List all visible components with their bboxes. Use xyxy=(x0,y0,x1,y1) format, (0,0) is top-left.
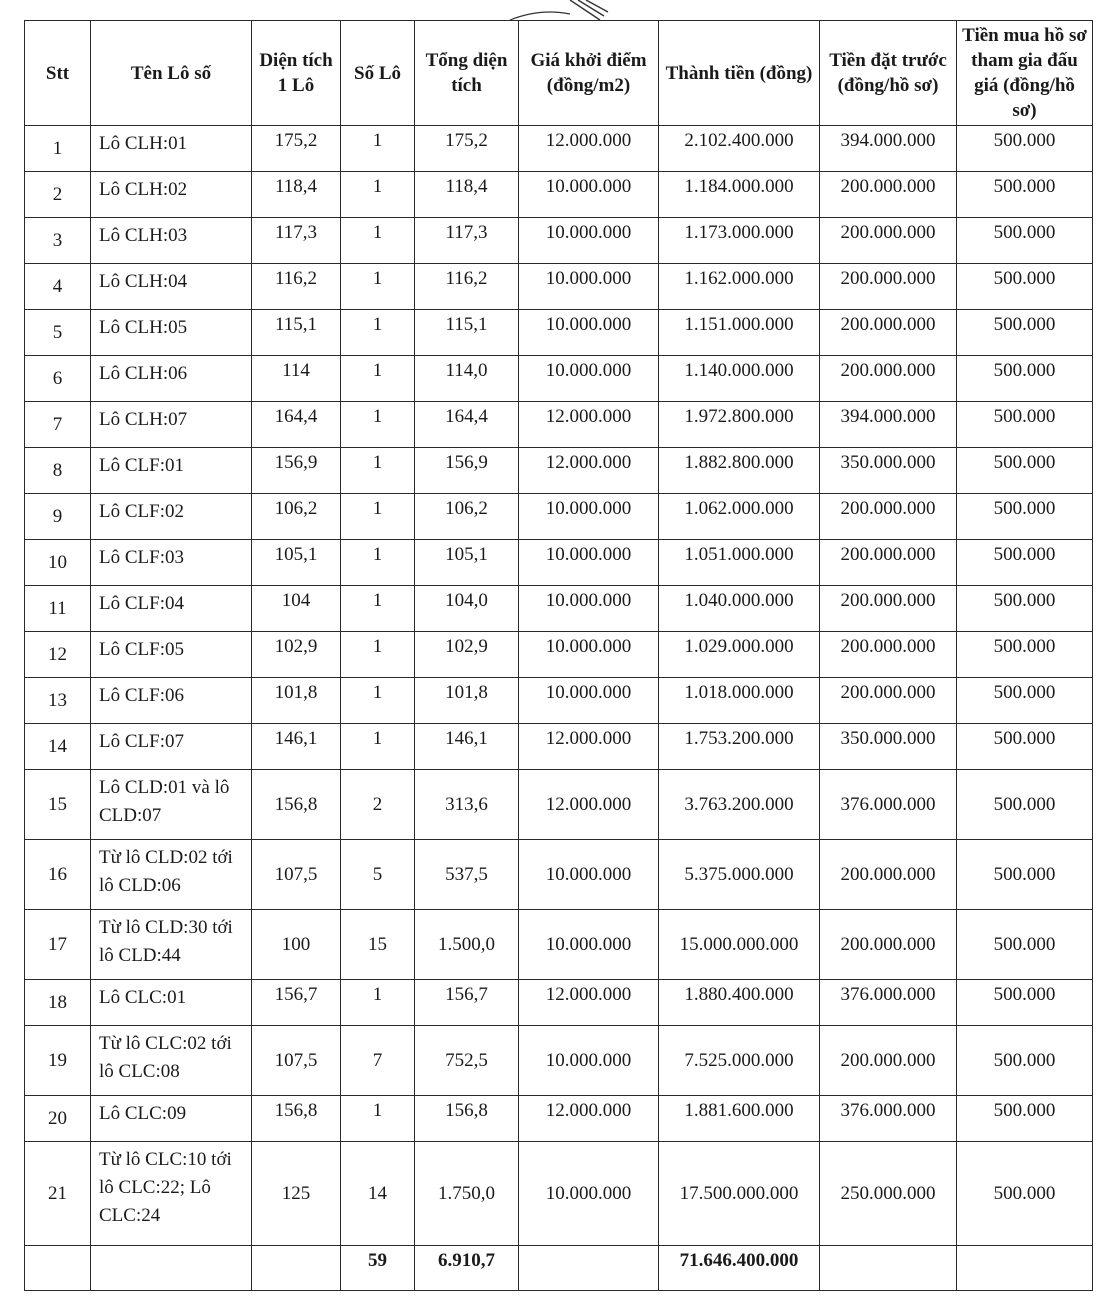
row-lot-count: 1 xyxy=(341,172,415,218)
row-amount: 1.140.000.000 xyxy=(659,356,820,402)
row-lot-count: 1 xyxy=(341,1096,415,1142)
row-deposit: 350.000.000 xyxy=(820,724,957,770)
row-amount: 1.173.000.000 xyxy=(659,218,820,264)
table-row xyxy=(25,540,1093,586)
row-total-area: 106,2 xyxy=(415,494,519,540)
row-amount: 1.882.800.000 xyxy=(659,448,820,494)
row-deposit: 200.000.000 xyxy=(820,678,957,724)
row-start-price: 12.000.000 xyxy=(519,126,659,172)
row-deposit: 200.000.000 xyxy=(820,218,957,264)
row-lot-count: 1 xyxy=(341,356,415,402)
row-lot-area: 104 xyxy=(252,586,341,632)
table-row xyxy=(25,586,1093,632)
row-file-fee: 500.000 xyxy=(957,840,1093,910)
header-stt: Stt xyxy=(25,21,91,126)
row-lot-count: 1 xyxy=(341,632,415,678)
auction-lot-table xyxy=(24,20,1093,1291)
row-start-price: 10.000.000 xyxy=(519,910,659,980)
row-lot-area: 175,2 xyxy=(252,126,341,172)
row-amount: 2.102.400.000 xyxy=(659,126,820,172)
row-file-fee: 500.000 xyxy=(957,980,1093,1026)
table-row xyxy=(25,356,1093,402)
row-deposit: 200.000.000 xyxy=(820,586,957,632)
row-total-area: 115,1 xyxy=(415,310,519,356)
row-lot-count: 5 xyxy=(341,840,415,910)
total-row xyxy=(25,1246,1093,1291)
row-file-fee: 500.000 xyxy=(957,494,1093,540)
row-stt: 12 xyxy=(25,632,91,678)
header-row xyxy=(25,21,1093,126)
row-amount: 1.040.000.000 xyxy=(659,586,820,632)
row-lot-area: 107,5 xyxy=(252,1026,341,1096)
row-file-fee: 500.000 xyxy=(957,264,1093,310)
row-deposit: 394.000.000 xyxy=(820,126,957,172)
row-lot-name: Lô CLH:02 xyxy=(91,172,252,218)
row-file-fee: 500.000 xyxy=(957,678,1093,724)
row-deposit: 376.000.000 xyxy=(820,770,957,840)
row-lot-name: Lô CLF:06 xyxy=(91,678,252,724)
row-deposit: 376.000.000 xyxy=(820,980,957,1026)
row-lot-area: 102,9 xyxy=(252,632,341,678)
row-amount: 1.880.400.000 xyxy=(659,980,820,1026)
row-lot-area: 118,4 xyxy=(252,172,341,218)
total-amount: 71.646.400.000 xyxy=(659,1246,820,1291)
table-row xyxy=(25,264,1093,310)
row-total-area: 164,4 xyxy=(415,402,519,448)
row-stt: 8 xyxy=(25,448,91,494)
row-start-price: 12.000.000 xyxy=(519,402,659,448)
total-area-cell xyxy=(252,1246,341,1291)
stamp-fragment xyxy=(500,0,610,22)
row-deposit: 350.000.000 xyxy=(820,448,957,494)
table-row xyxy=(25,402,1093,448)
table-row xyxy=(25,724,1093,770)
row-lot-area: 116,2 xyxy=(252,264,341,310)
table-body xyxy=(25,126,1093,1246)
header-total-area: Tổng diện tích xyxy=(415,21,519,126)
row-stt: 6 xyxy=(25,356,91,402)
row-lot-area: 106,2 xyxy=(252,494,341,540)
row-deposit: 200.000.000 xyxy=(820,840,957,910)
row-total-area: 313,6 xyxy=(415,770,519,840)
row-amount: 1.753.200.000 xyxy=(659,724,820,770)
row-start-price: 10.000.000 xyxy=(519,356,659,402)
row-total-area: 104,0 xyxy=(415,586,519,632)
row-amount: 1.051.000.000 xyxy=(659,540,820,586)
row-lot-count: 7 xyxy=(341,1026,415,1096)
table-row xyxy=(25,218,1093,264)
row-total-area: 1.750,0 xyxy=(415,1142,519,1246)
row-file-fee: 500.000 xyxy=(957,1096,1093,1142)
row-lot-name: Lô CLF:04 xyxy=(91,586,252,632)
row-lot-count: 1 xyxy=(341,218,415,264)
row-total-area: 175,2 xyxy=(415,126,519,172)
row-total-area: 156,7 xyxy=(415,980,519,1026)
row-lot-area: 115,1 xyxy=(252,310,341,356)
row-stt: 9 xyxy=(25,494,91,540)
row-amount: 3.763.200.000 xyxy=(659,770,820,840)
row-lot-name: Lô CLH:06 xyxy=(91,356,252,402)
row-lot-name: Lô CLH:04 xyxy=(91,264,252,310)
row-total-area: 102,9 xyxy=(415,632,519,678)
row-amount: 1.029.000.000 xyxy=(659,632,820,678)
row-stt: 11 xyxy=(25,586,91,632)
row-lot-name: Lô CLF:01 xyxy=(91,448,252,494)
row-stt: 13 xyxy=(25,678,91,724)
row-lot-name: Từ lô CLD:02 tới lô CLD:06 xyxy=(91,840,252,910)
header-lot-area: Diện tích 1 Lô xyxy=(252,21,341,126)
row-total-area: 116,2 xyxy=(415,264,519,310)
row-lot-area: 114 xyxy=(252,356,341,402)
header-lot-name: Tên Lô số xyxy=(91,21,252,126)
table-row xyxy=(25,632,1093,678)
row-start-price: 12.000.000 xyxy=(519,724,659,770)
header-amount: Thành tiền (đồng) xyxy=(659,21,820,126)
table-row xyxy=(25,840,1093,910)
table-row xyxy=(25,910,1093,980)
row-lot-count: 1 xyxy=(341,448,415,494)
row-lot-count: 1 xyxy=(341,724,415,770)
row-file-fee: 500.000 xyxy=(957,724,1093,770)
row-stt: 16 xyxy=(25,840,91,910)
row-amount: 1.972.800.000 xyxy=(659,402,820,448)
row-lot-area: 125 xyxy=(252,1142,341,1246)
row-lot-area: 107,5 xyxy=(252,840,341,910)
row-lot-name: Từ lô CLC:10 tới lô CLC:22; Lô CLC:24 xyxy=(91,1142,252,1246)
row-deposit: 200.000.000 xyxy=(820,910,957,980)
row-amount: 15.000.000.000 xyxy=(659,910,820,980)
total-stt-cell xyxy=(25,1246,91,1291)
row-lot-count: 1 xyxy=(341,586,415,632)
row-stt: 2 xyxy=(25,172,91,218)
row-total-area: 146,1 xyxy=(415,724,519,770)
total-name-cell xyxy=(91,1246,252,1291)
row-file-fee: 500.000 xyxy=(957,770,1093,840)
row-start-price: 10.000.000 xyxy=(519,310,659,356)
total-count: 59 xyxy=(341,1246,415,1291)
row-lot-name: Lô CLH:03 xyxy=(91,218,252,264)
row-lot-count: 1 xyxy=(341,678,415,724)
table-row xyxy=(25,310,1093,356)
row-deposit: 250.000.000 xyxy=(820,1142,957,1246)
row-lot-name: Lô CLH:01 xyxy=(91,126,252,172)
row-amount: 7.525.000.000 xyxy=(659,1026,820,1096)
row-file-fee: 500.000 xyxy=(957,448,1093,494)
row-lot-count: 2 xyxy=(341,770,415,840)
row-stt: 21 xyxy=(25,1142,91,1246)
header-start-price: Giá khởi điểm (đồng/m2) xyxy=(519,21,659,126)
row-lot-area: 156,9 xyxy=(252,448,341,494)
row-lot-count: 1 xyxy=(341,980,415,1026)
row-start-price: 10.000.000 xyxy=(519,1142,659,1246)
row-lot-area: 156,8 xyxy=(252,770,341,840)
row-lot-name: Từ lô CLC:02 tới lô CLC:08 xyxy=(91,1026,252,1096)
row-lot-name: Lô CLC:01 xyxy=(91,980,252,1026)
row-file-fee: 500.000 xyxy=(957,1026,1093,1096)
row-start-price: 10.000.000 xyxy=(519,1026,659,1096)
table-row xyxy=(25,678,1093,724)
row-lot-count: 1 xyxy=(341,264,415,310)
row-lot-count: 1 xyxy=(341,310,415,356)
row-file-fee: 500.000 xyxy=(957,632,1093,678)
table-row xyxy=(25,494,1093,540)
row-deposit: 200.000.000 xyxy=(820,540,957,586)
row-start-price: 12.000.000 xyxy=(519,770,659,840)
row-lot-area: 105,1 xyxy=(252,540,341,586)
row-amount: 1.162.000.000 xyxy=(659,264,820,310)
row-stt: 3 xyxy=(25,218,91,264)
row-total-area: 101,8 xyxy=(415,678,519,724)
row-start-price: 12.000.000 xyxy=(519,980,659,1026)
row-deposit: 200.000.000 xyxy=(820,356,957,402)
row-file-fee: 500.000 xyxy=(957,910,1093,980)
row-lot-area: 164,4 xyxy=(252,402,341,448)
row-file-fee: 500.000 xyxy=(957,356,1093,402)
row-lot-name: Lô CLF:02 xyxy=(91,494,252,540)
row-lot-name: Từ lô CLD:30 tới lô CLD:44 xyxy=(91,910,252,980)
row-start-price: 10.000.000 xyxy=(519,840,659,910)
header-file-fee: Tiền mua hồ sơ tham gia đấu giá (đồng/hồ sơ) xyxy=(957,21,1093,126)
row-lot-count: 1 xyxy=(341,126,415,172)
row-total-area: 114,0 xyxy=(415,356,519,402)
row-deposit: 200.000.000 xyxy=(820,264,957,310)
row-start-price: 10.000.000 xyxy=(519,678,659,724)
row-start-price: 10.000.000 xyxy=(519,632,659,678)
row-file-fee: 500.000 xyxy=(957,1142,1093,1246)
row-start-price: 10.000.000 xyxy=(519,172,659,218)
row-amount: 5.375.000.000 xyxy=(659,840,820,910)
row-amount: 17.500.000.000 xyxy=(659,1142,820,1246)
row-start-price: 10.000.000 xyxy=(519,586,659,632)
row-deposit: 200.000.000 xyxy=(820,494,957,540)
table-row xyxy=(25,448,1093,494)
row-stt: 17 xyxy=(25,910,91,980)
row-amount: 1.018.000.000 xyxy=(659,678,820,724)
row-lot-name: Lô CLH:07 xyxy=(91,402,252,448)
row-amount: 1.881.600.000 xyxy=(659,1096,820,1142)
row-total-area: 105,1 xyxy=(415,540,519,586)
row-total-area: 156,9 xyxy=(415,448,519,494)
table-row xyxy=(25,980,1093,1026)
row-start-price: 10.000.000 xyxy=(519,540,659,586)
row-stt: 4 xyxy=(25,264,91,310)
row-stt: 14 xyxy=(25,724,91,770)
row-lot-count: 15 xyxy=(341,910,415,980)
row-lot-area: 156,7 xyxy=(252,980,341,1026)
row-stt: 18 xyxy=(25,980,91,1026)
row-total-area: 1.500,0 xyxy=(415,910,519,980)
row-lot-name: Lô CLF:03 xyxy=(91,540,252,586)
row-lot-count: 1 xyxy=(341,402,415,448)
row-stt: 20 xyxy=(25,1096,91,1142)
row-lot-area: 146,1 xyxy=(252,724,341,770)
row-amount: 1.151.000.000 xyxy=(659,310,820,356)
row-deposit: 200.000.000 xyxy=(820,172,957,218)
total-area-sum: 6.910,7 xyxy=(415,1246,519,1291)
row-file-fee: 500.000 xyxy=(957,540,1093,586)
row-lot-name: Lô CLH:05 xyxy=(91,310,252,356)
row-file-fee: 500.000 xyxy=(957,586,1093,632)
row-stt: 19 xyxy=(25,1026,91,1096)
row-lot-name: Lô CLD:01 và lô CLD:07 xyxy=(91,770,252,840)
row-file-fee: 500.000 xyxy=(957,218,1093,264)
row-file-fee: 500.000 xyxy=(957,126,1093,172)
row-lot-count: 1 xyxy=(341,540,415,586)
row-start-price: 10.000.000 xyxy=(519,494,659,540)
table-row xyxy=(25,172,1093,218)
table-row xyxy=(25,770,1093,840)
row-amount: 1.184.000.000 xyxy=(659,172,820,218)
total-fee-cell xyxy=(957,1246,1093,1291)
row-deposit: 200.000.000 xyxy=(820,1026,957,1096)
row-deposit: 376.000.000 xyxy=(820,1096,957,1142)
row-total-area: 118,4 xyxy=(415,172,519,218)
row-lot-name: Lô CLF:05 xyxy=(91,632,252,678)
table-row xyxy=(25,1026,1093,1096)
row-file-fee: 500.000 xyxy=(957,310,1093,356)
row-total-area: 752,5 xyxy=(415,1026,519,1096)
header-lot-count: Số Lô xyxy=(341,21,415,126)
row-file-fee: 500.000 xyxy=(957,402,1093,448)
row-start-price: 12.000.000 xyxy=(519,448,659,494)
row-lot-area: 101,8 xyxy=(252,678,341,724)
row-total-area: 117,3 xyxy=(415,218,519,264)
row-lot-area: 100 xyxy=(252,910,341,980)
row-lot-area: 156,8 xyxy=(252,1096,341,1142)
row-stt: 7 xyxy=(25,402,91,448)
row-file-fee: 500.000 xyxy=(957,172,1093,218)
total-deposit-cell xyxy=(820,1246,957,1291)
row-start-price: 10.000.000 xyxy=(519,218,659,264)
row-lot-area: 117,3 xyxy=(252,218,341,264)
row-deposit: 200.000.000 xyxy=(820,310,957,356)
row-stt: 15 xyxy=(25,770,91,840)
row-lot-count: 14 xyxy=(341,1142,415,1246)
total-price-cell xyxy=(519,1246,659,1291)
table-row xyxy=(25,1142,1093,1246)
row-lot-count: 1 xyxy=(341,494,415,540)
row-stt: 5 xyxy=(25,310,91,356)
row-stt: 1 xyxy=(25,126,91,172)
table-row xyxy=(25,1096,1093,1142)
row-total-area: 156,8 xyxy=(415,1096,519,1142)
header-deposit: Tiền đặt trước (đồng/hồ sơ) xyxy=(820,21,957,126)
table-row xyxy=(25,126,1093,172)
row-deposit: 200.000.000 xyxy=(820,632,957,678)
row-deposit: 394.000.000 xyxy=(820,402,957,448)
row-start-price: 12.000.000 xyxy=(519,1096,659,1142)
row-lot-name: Lô CLC:09 xyxy=(91,1096,252,1142)
row-lot-name: Lô CLF:07 xyxy=(91,724,252,770)
row-amount: 1.062.000.000 xyxy=(659,494,820,540)
row-stt: 10 xyxy=(25,540,91,586)
row-start-price: 10.000.000 xyxy=(519,264,659,310)
row-total-area: 537,5 xyxy=(415,840,519,910)
